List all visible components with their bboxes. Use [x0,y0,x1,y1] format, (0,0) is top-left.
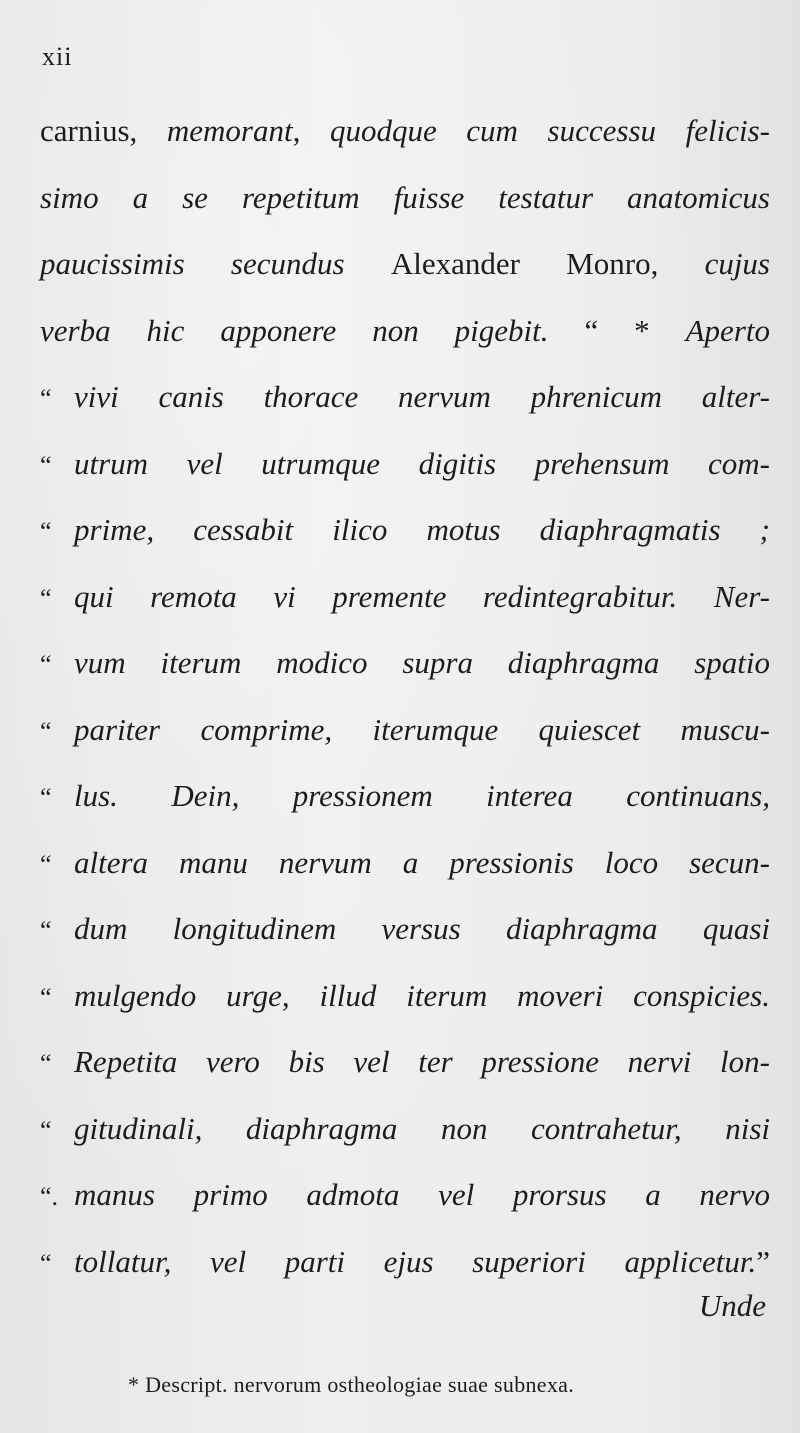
text-line [40,298,770,365]
quote-mark: “ [40,849,52,879]
text-line [40,1096,770,1163]
text-line [40,963,770,1030]
text-line [40,830,770,897]
quote-mark: “ [40,1248,52,1278]
catchword: Unde [698,1288,766,1323]
text-line [40,364,770,431]
text-run: gitudinali, diaphragma non contrahetur, nisi [74,1110,770,1146]
text-line [40,1029,770,1096]
text-run: lus. Dein, pressionem interea continuans, [74,778,770,813]
text-run: vivi canis thorace nervum phrenicum alter- [74,379,770,414]
text-line [40,1162,770,1229]
quote-mark: “ [40,583,52,613]
text-line [40,630,770,697]
quote-mark: “ [40,716,52,746]
text-line [40,231,770,298]
text-run: paucissimis secundus [40,246,391,281]
text-run: prime, cessabit ilico motus diaphragmatis ; [74,512,770,547]
text-run: “ * [584,312,686,348]
quote-mark: “. [40,1182,59,1211]
text-line [40,564,770,631]
quote-mark: “ [40,1049,52,1078]
text-run: utrum vel utrumque digitis prehensum com- [74,445,770,481]
text-line [40,1229,770,1296]
text-line [40,697,770,764]
body-text [40,98,770,1295]
text-line [40,497,770,564]
text-run: altera manu nervum a pressionis loco secun- [74,844,770,880]
text-run: pariter comprime, iterumque quiescet muscu- [74,711,770,747]
text-line [40,896,770,963]
quote-mark: “ [40,916,52,945]
page-number: xii [42,42,73,71]
footnote: * Descript. nervorum ostheologiae suae subnexa. [128,1372,575,1397]
text-line [40,165,770,232]
text-run: tollatur, vel parti ejus superiori applicetur. [74,1243,757,1279]
text-run: cujus [704,246,770,281]
quote-mark: “ [40,982,52,1012]
text-run: memorant, quodque cum successu felicis- [166,113,770,148]
text-run: vum iterum modico supra diaphragma spatio [74,645,770,680]
text-run: verba hic apponere non pigebit. [40,312,585,348]
text-run: simo a se repetitum fuisse testatur anatomicus [40,179,770,215]
text-run: ” [756,1243,770,1279]
text-line [40,763,770,830]
text-run: carnius, [40,113,167,148]
quote-mark: “ [40,450,52,480]
text-run: mulgendo urge, illud iterum moveri conspicies. [74,977,770,1013]
quote-mark: “ [40,650,52,679]
text-run: Aperto [685,312,770,348]
text-run: Repetita vero bis vel ter pressione nervi lon- [74,1044,770,1079]
text-run: Alexander Monro, [390,246,705,281]
text-run: dum longitudinem versus diaphragma quasi [74,911,770,946]
text-line [40,431,770,498]
text-line [40,98,770,165]
quote-mark: “ [40,384,52,413]
text-run: qui remota vi premente redintegrabitur. Ner- [74,578,770,614]
quote-mark: “ [40,783,52,812]
quote-mark: “ [40,1115,52,1145]
text-run: manus primo admota vel prorsus a nervo [74,1177,770,1212]
quote-mark: “ [40,517,52,546]
